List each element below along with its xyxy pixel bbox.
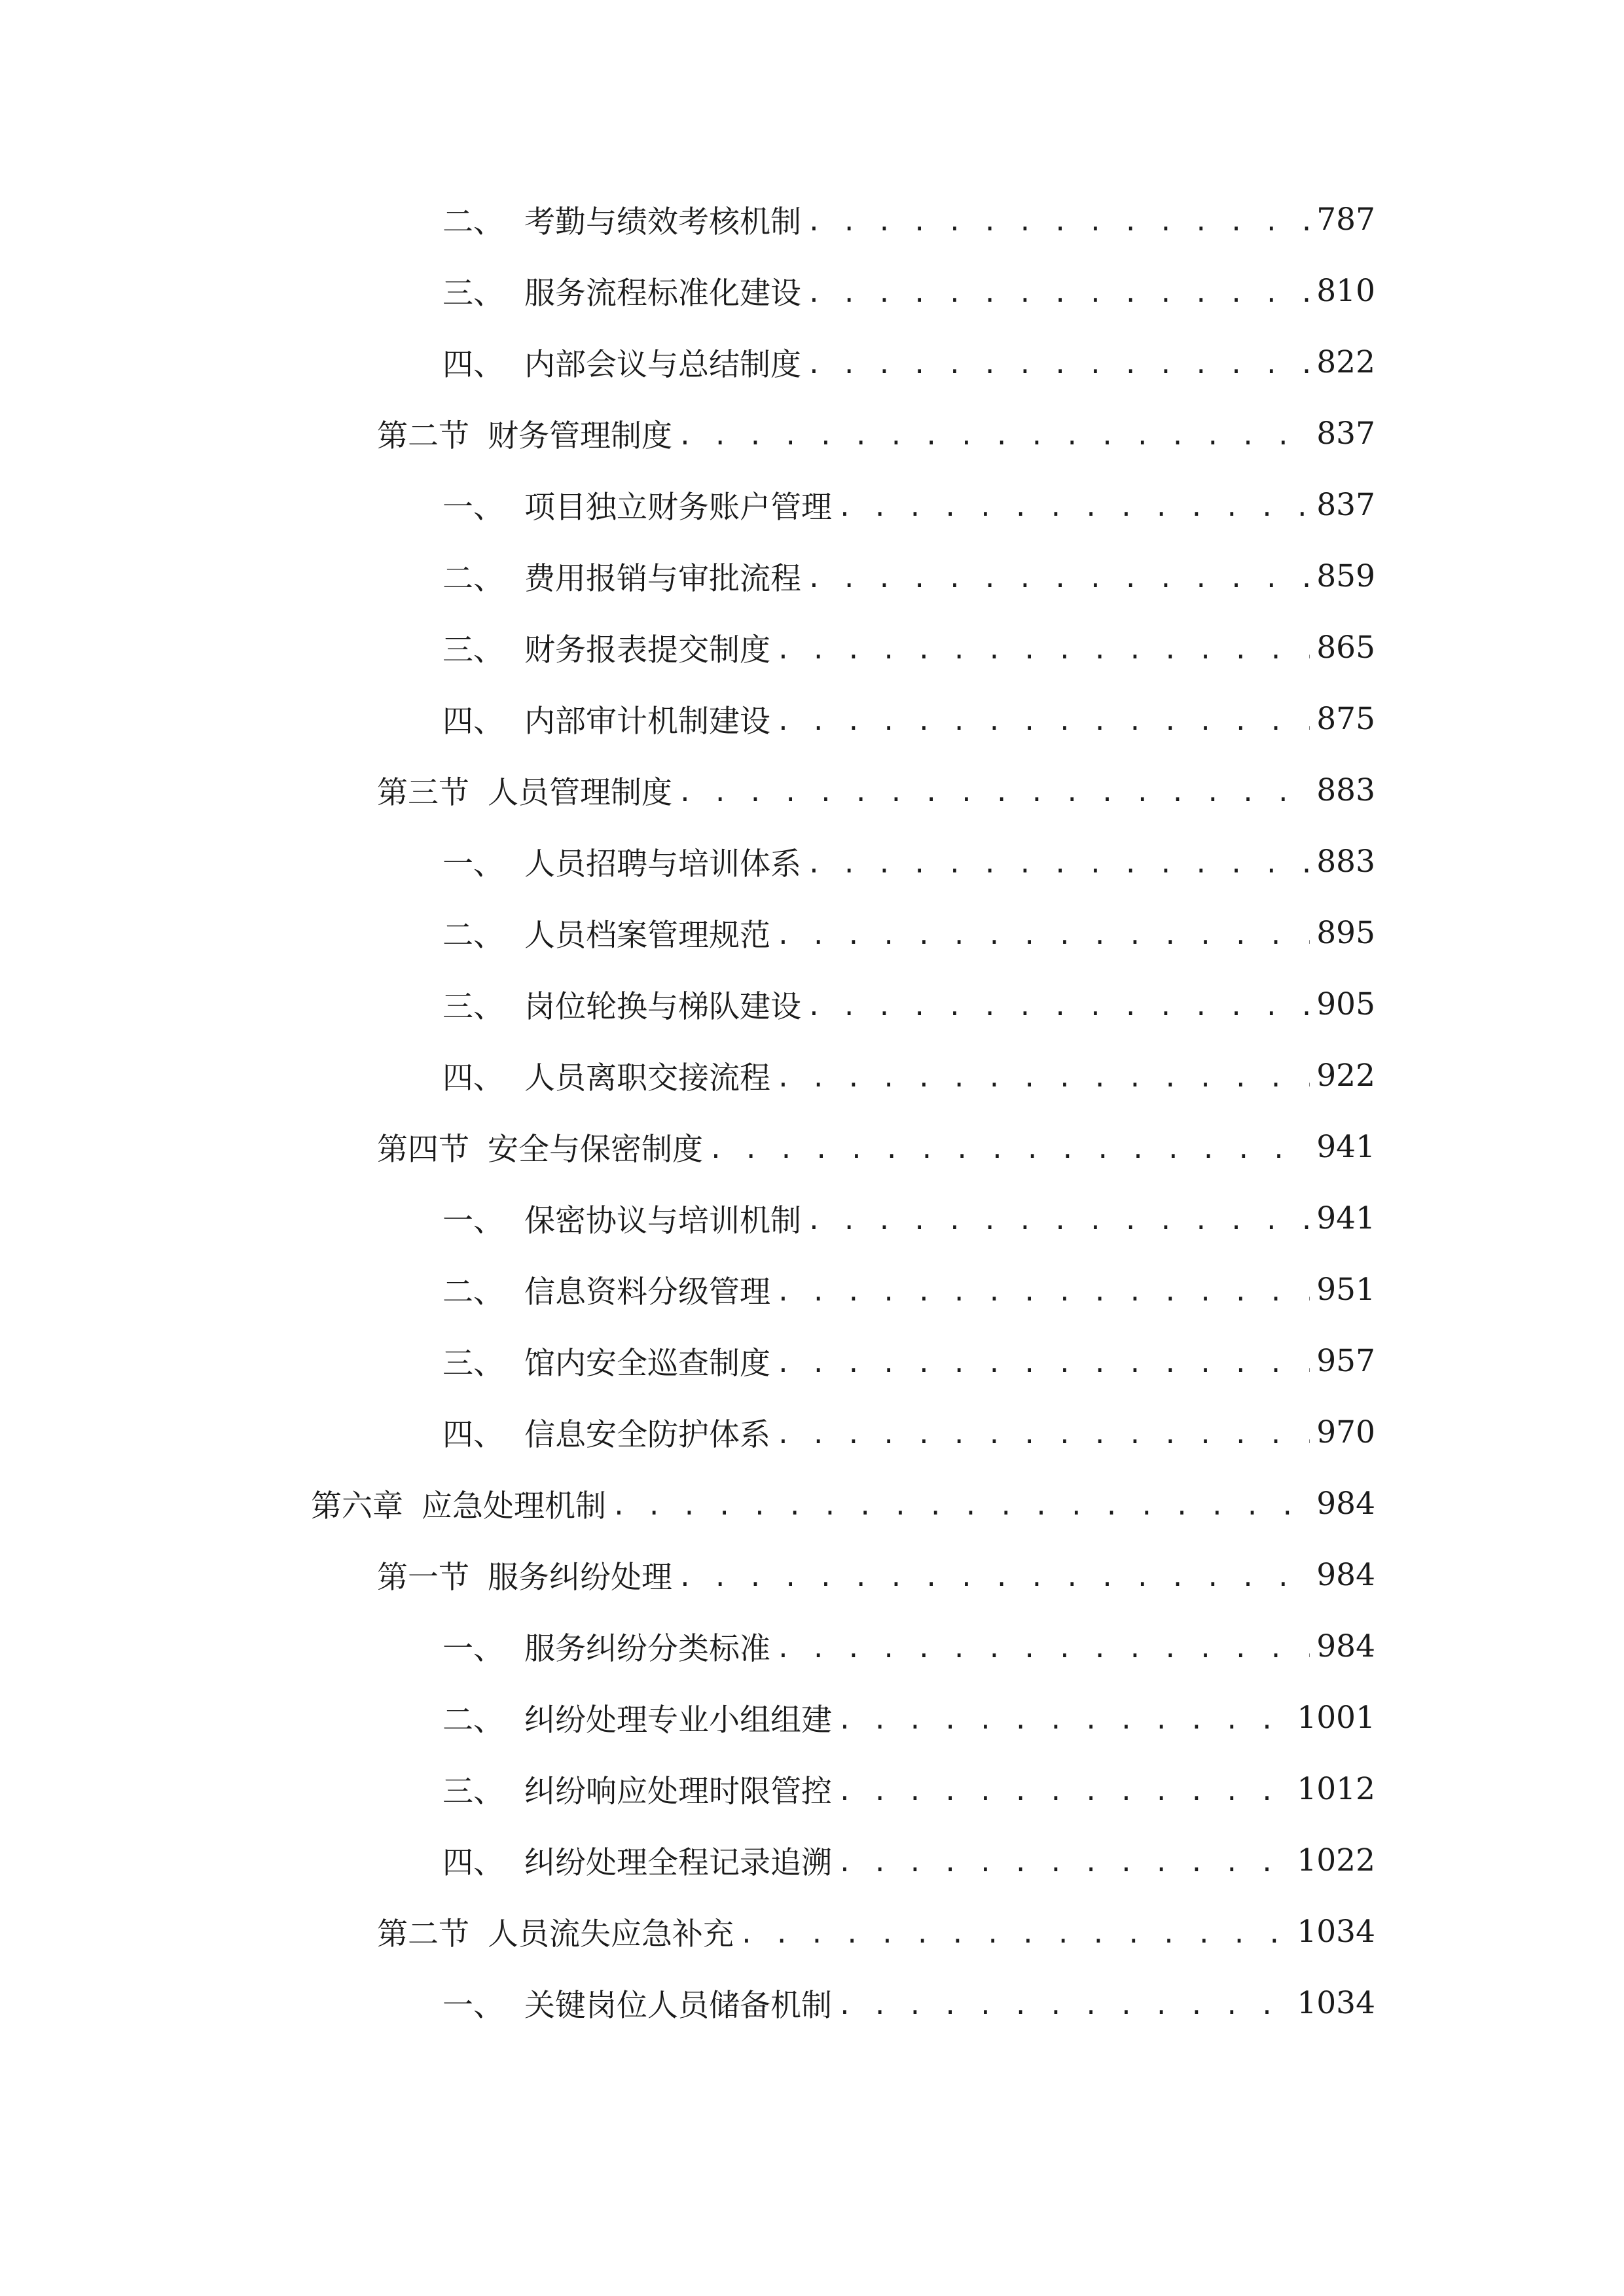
toc-entry[interactable] (442, 835, 1375, 888)
toc-entry-title: 保密协议与培训机制 (524, 1202, 801, 1239)
toc-entry-section[interactable] (377, 1905, 1375, 1958)
toc-entry-section[interactable] (377, 764, 1375, 816)
toc-entry[interactable] (442, 906, 1375, 959)
toc-leader-dots (776, 636, 1310, 664)
toc-entry-title: 安全与保密制度 (488, 1131, 703, 1168)
toc-entry-label (377, 1910, 734, 1954)
toc-entry-label (442, 198, 801, 242)
toc-leader-dots (806, 850, 1310, 878)
toc-entry-label (442, 1268, 770, 1312)
toc-leader-dots (776, 1420, 1310, 1449)
toc-entry[interactable] (442, 978, 1375, 1030)
toc-entry-page: 883 (1316, 843, 1375, 880)
toc-entry-number: 三、 (442, 1773, 504, 1810)
toc-leader-dots (806, 207, 1310, 236)
toc-entry-page: 865 (1316, 629, 1375, 666)
toc-entry-page: 1034 (1297, 1984, 1375, 2021)
toc-leader-dots (739, 1920, 1290, 1948)
toc-entry-page: 822 (1316, 344, 1375, 380)
toc-entry-page: 787 (1316, 201, 1375, 238)
toc-leader-dots (677, 1563, 1310, 1592)
toc-entry-number: 一、 (442, 1630, 504, 1667)
toc-entry-number: 第一节 (377, 1559, 469, 1596)
toc-entry-section[interactable] (377, 1121, 1375, 1173)
toc-entry-label (442, 1196, 801, 1240)
toc-entry-number: 第六章 (311, 1488, 403, 1524)
toc-entry-label (311, 1482, 606, 1526)
toc-entry-page: 941 (1316, 1128, 1375, 1165)
toc-entry-page: 1001 (1297, 1699, 1375, 1736)
toc-entry-number: 第三节 (377, 774, 469, 811)
toc-entry-title: 人员离职交接流程 (524, 1060, 770, 1096)
toc-entry-label (442, 1981, 832, 2025)
toc-entry-title: 纠纷响应处理时限管控 (524, 1773, 832, 1810)
toc-entry-title: 人员档案管理规范 (524, 917, 770, 954)
toc-entry[interactable] (442, 478, 1375, 531)
toc-leader-dots (806, 350, 1310, 379)
toc-entry-label (442, 554, 801, 598)
toc-entry-chapter[interactable] (311, 1477, 1375, 1530)
toc-entry-label (442, 911, 770, 955)
toc-entry-number: 第四节 (377, 1131, 469, 1168)
toc-entry-label (377, 412, 672, 456)
toc-entry-title: 财务报表提交制度 (524, 632, 770, 668)
toc-entry-number: 四、 (442, 1844, 504, 1881)
toc-entry-title: 服务纠纷分类标准 (524, 1630, 770, 1667)
toc-leader-dots (837, 1991, 1290, 2020)
toc-entry-page: 984 (1316, 1485, 1375, 1522)
toc-entry-title: 服务流程标准化建设 (524, 275, 801, 312)
toc-leader-dots (806, 279, 1310, 308)
toc-leader-dots (677, 778, 1310, 807)
toc-entry-label (442, 1339, 770, 1383)
toc-leader-dots (776, 921, 1310, 950)
toc-entry-page: 810 (1316, 272, 1375, 309)
toc-entry-number: 第二节 (377, 1916, 469, 1952)
toc-entry-title: 纠纷处理全程记录追溯 (524, 1844, 832, 1881)
toc-entry-label (442, 1767, 832, 1811)
toc-entry[interactable] (442, 1335, 1375, 1387)
toc-leader-dots (837, 1848, 1290, 1877)
toc-entry-section[interactable] (377, 1549, 1375, 1601)
toc-entry[interactable] (442, 264, 1375, 317)
toc-entry-title: 应急处理机制 (422, 1488, 606, 1524)
toc-entry[interactable] (442, 621, 1375, 673)
toc-entry[interactable] (442, 1620, 1375, 1672)
toc-leader-dots (677, 422, 1310, 450)
toc-entry-label (442, 1839, 832, 1882)
toc-entry-number: 三、 (442, 632, 504, 668)
toc-entry-label (442, 340, 801, 384)
toc-leader-dots (837, 1777, 1290, 1806)
toc-entry-title: 人员招聘与培训体系 (524, 846, 801, 882)
toc-entry-page: 1034 (1297, 1913, 1375, 1950)
toc-entry-label (442, 626, 770, 670)
toc-entry-number: 一、 (442, 1987, 504, 2024)
toc-leader-dots (806, 992, 1310, 1021)
toc-entry-title: 岗位轮换与梯队建设 (524, 988, 801, 1025)
toc-entry-page: 957 (1316, 1342, 1375, 1379)
toc-entry[interactable] (442, 1834, 1375, 1886)
toc-entry[interactable] (442, 1406, 1375, 1458)
toc-entry-label (442, 1696, 832, 1740)
toc-leader-dots (776, 1634, 1310, 1663)
toc-entry-number: 一、 (442, 1202, 504, 1239)
toc-entry[interactable] (442, 1192, 1375, 1244)
toc-entry-title: 信息安全防护体系 (524, 1416, 770, 1453)
toc-entry-page: 984 (1316, 1628, 1375, 1664)
toc-entry-number: 一、 (442, 489, 504, 526)
toc-entry-page: 922 (1316, 1057, 1375, 1094)
toc-entry-page: 951 (1316, 1271, 1375, 1308)
toc-entry-page: 837 (1316, 486, 1375, 523)
toc-entry-label (377, 1553, 672, 1597)
toc-entry-title: 内部会议与总结制度 (524, 346, 801, 383)
toc-entry-label (442, 840, 801, 884)
toc-entry-label (442, 982, 801, 1026)
toc-entry-number: 四、 (442, 703, 504, 740)
toc-entry[interactable] (442, 550, 1375, 602)
toc-entry-number: 三、 (442, 275, 504, 312)
toc-entry-title: 考勤与绩效考核机制 (524, 204, 801, 240)
toc-entry-page: 984 (1316, 1556, 1375, 1593)
toc-entry[interactable] (442, 1263, 1375, 1316)
toc-entry-number: 三、 (442, 1345, 504, 1382)
toc-entry-title: 关键岗位人员储备机制 (524, 1987, 832, 2024)
toc-entry-label (442, 1054, 770, 1098)
toc-entry-number: 二、 (442, 1274, 504, 1310)
toc-entry-number: 二、 (442, 204, 504, 240)
toc-entry-page: 1012 (1297, 1770, 1375, 1807)
toc-entry-label (377, 768, 672, 812)
toc-entry-page: 905 (1316, 986, 1375, 1022)
toc-entry-page: 1022 (1297, 1842, 1375, 1878)
toc-entry[interactable] (442, 1691, 1375, 1744)
toc-entry[interactable] (442, 1977, 1375, 2029)
toc-entry-page: 895 (1316, 914, 1375, 951)
toc-entry-title: 财务管理制度 (488, 418, 672, 454)
toc-entry-page: 875 (1316, 700, 1375, 737)
toc-entry[interactable] (442, 1049, 1375, 1102)
toc-entry-label (442, 1410, 770, 1454)
toc-leader-dots (611, 1492, 1310, 1520)
toc-entry[interactable] (442, 1763, 1375, 1815)
toc-entry-label (377, 1125, 703, 1169)
toc-entry-number: 二、 (442, 917, 504, 954)
toc-entry-number: 三、 (442, 988, 504, 1025)
toc-leader-dots (806, 1206, 1310, 1235)
toc-entry-page: 970 (1316, 1414, 1375, 1450)
toc-leader-dots (776, 1064, 1310, 1092)
toc-leader-dots (776, 707, 1310, 736)
toc-leader-dots (708, 1135, 1310, 1164)
toc-entry-number: 第二节 (377, 418, 469, 454)
toc-entry-number: 四、 (442, 346, 504, 383)
toc-entry-page: 837 (1316, 415, 1375, 452)
toc-entry-title: 费用报销与审批流程 (524, 560, 801, 597)
toc-leader-dots (776, 1278, 1310, 1306)
toc-entry-label (442, 483, 832, 527)
toc-entry-title: 人员流失应急补充 (488, 1916, 734, 1952)
toc-entry-number: 二、 (442, 560, 504, 597)
toc-leader-dots (776, 1349, 1310, 1378)
toc-entry-title: 人员管理制度 (488, 774, 672, 811)
toc-entry-label (442, 697, 770, 741)
toc-entry-page: 941 (1316, 1200, 1375, 1236)
toc-entry-label (442, 269, 801, 313)
toc-entry-title: 项目独立财务账户管理 (524, 489, 832, 526)
toc-entry-number: 二、 (442, 1702, 504, 1738)
toc-entry-title: 馆内安全巡查制度 (524, 1345, 770, 1382)
toc-leader-dots (837, 493, 1310, 522)
toc-entry-number: 一、 (442, 846, 504, 882)
toc-entry-title: 内部审计机制建设 (524, 703, 770, 740)
toc-entry[interactable] (442, 336, 1375, 388)
toc-entry[interactable] (442, 692, 1375, 745)
toc-entry-label (442, 1624, 770, 1668)
toc-leader-dots (806, 564, 1310, 593)
toc-entry-section[interactable] (377, 407, 1375, 459)
toc-entry-title: 纠纷处理专业小组组建 (524, 1702, 832, 1738)
toc-entry-page: 859 (1316, 558, 1375, 594)
toc-entry-title: 服务纠纷处理 (488, 1559, 672, 1596)
toc-entry-number: 四、 (442, 1416, 504, 1453)
toc-entry[interactable] (442, 193, 1375, 245)
toc-entry-number: 四、 (442, 1060, 504, 1096)
toc-entry-title: 信息资料分级管理 (524, 1274, 770, 1310)
toc-entry-page: 883 (1316, 772, 1375, 808)
toc-leader-dots (837, 1706, 1290, 1734)
